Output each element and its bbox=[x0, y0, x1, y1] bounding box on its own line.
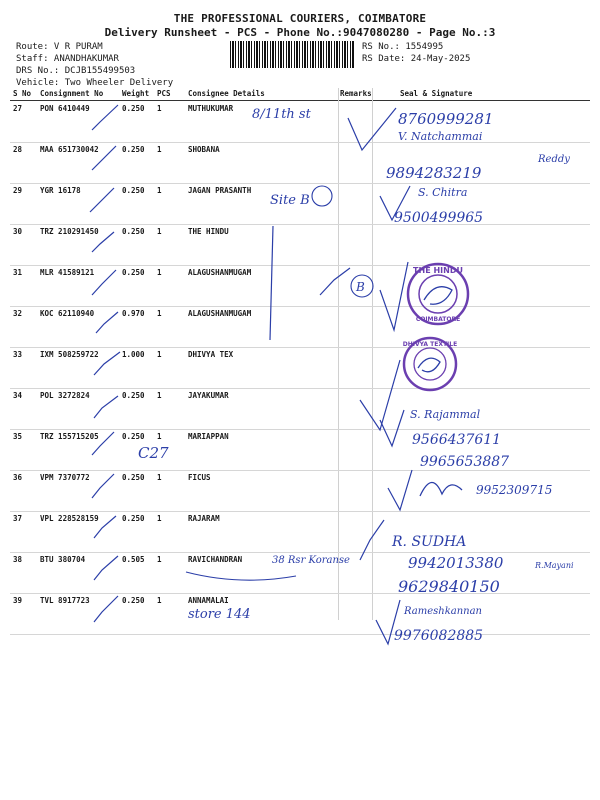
table-row bbox=[10, 142, 590, 184]
hw-row39-note: store 144 bbox=[188, 607, 251, 622]
col-consignment: Consignment No bbox=[40, 89, 104, 98]
cell-consignment: VPM 7370772 bbox=[40, 473, 90, 482]
cell-consignment: TRZ 155715205 bbox=[40, 432, 99, 441]
col-consignee: Consignee Details bbox=[188, 89, 265, 98]
cell-consignment: TVL 8917723 bbox=[40, 596, 90, 605]
table-row bbox=[10, 593, 590, 635]
col-pcs: PCS bbox=[157, 89, 171, 98]
cell-pcs: 1 bbox=[157, 145, 162, 154]
vehicle-label: Vehicle: Two Wheeler Delivery bbox=[16, 78, 174, 88]
cell-weight: 0.250 bbox=[122, 104, 145, 113]
cell-pcs: 1 bbox=[157, 514, 162, 523]
cell-weight: 0.970 bbox=[122, 309, 145, 318]
cell-consignee: FICUS bbox=[188, 473, 211, 482]
cell-weight: 0.250 bbox=[122, 473, 145, 482]
table-row bbox=[10, 347, 590, 389]
cell-consignment: IXM 508259722 bbox=[40, 350, 99, 359]
cell-sno: 30 bbox=[13, 227, 23, 236]
cell-weight: 0.250 bbox=[122, 227, 145, 236]
cell-pcs: 1 bbox=[157, 186, 162, 195]
hw-row35-phone2: 9965653887 bbox=[420, 454, 510, 470]
cell-sno: 39 bbox=[13, 596, 23, 605]
cell-consignee: RAVICHANDRAN bbox=[188, 555, 243, 564]
cell-consignee: RAJARAM bbox=[188, 514, 220, 523]
hw-row38-sig: R.Mayani bbox=[535, 561, 574, 570]
runsheet-meta-left bbox=[16, 41, 173, 89]
cell-sno: 27 bbox=[13, 104, 23, 113]
cell-consignment: POL 3272824 bbox=[40, 391, 90, 400]
cell-consignment: KOC 62110940 bbox=[40, 309, 95, 318]
rs-date: RS Date: 24-May-2025 bbox=[362, 54, 471, 64]
cell-consignment: BTU 380704 bbox=[40, 555, 86, 564]
table-row bbox=[10, 511, 590, 553]
cell-pcs: 1 bbox=[157, 309, 162, 318]
stamp-hindu-top: THE HINDU bbox=[413, 266, 463, 275]
hw-row29-phone: 9500499965 bbox=[394, 210, 484, 226]
cell-consignee: DHIVYA TEX bbox=[188, 350, 234, 359]
cell-consignee: JAYAKUMAR bbox=[188, 391, 229, 400]
stamp-hindu-bottom: COIMBATORE bbox=[415, 316, 461, 323]
hw-row28-phone: 9894283219 bbox=[386, 164, 482, 182]
cell-consignee: MARIAPPAN bbox=[188, 432, 229, 441]
cell-weight: 0.250 bbox=[122, 186, 145, 195]
table-row bbox=[10, 101, 590, 143]
hw-row38-name: R. SUDHA bbox=[392, 534, 467, 550]
staff-label: Staff: ANANDHAKUMAR bbox=[16, 54, 119, 64]
hw-row29-note: Site B bbox=[270, 193, 310, 208]
cell-sno: 32 bbox=[13, 309, 23, 318]
hw-row39-phone: 9976082885 bbox=[394, 628, 484, 644]
cell-weight: 0.250 bbox=[122, 432, 145, 441]
cell-pcs: 1 bbox=[157, 227, 162, 236]
table-row bbox=[10, 183, 590, 225]
rs-number: RS No.: 1554995 bbox=[362, 42, 444, 52]
cell-pcs: 1 bbox=[157, 596, 162, 605]
cell-consignee: THE HINDU bbox=[188, 227, 229, 236]
hw-row27-name: V. Natchammai bbox=[398, 130, 483, 143]
cell-weight: 0.250 bbox=[122, 514, 145, 523]
hw-row39-name: Rameshkannan bbox=[404, 606, 482, 617]
cell-consignee: JAGAN PRASANTH bbox=[188, 186, 252, 195]
cell-sno: 36 bbox=[13, 473, 23, 482]
col-seal: Seal & Signature bbox=[400, 89, 473, 98]
table-row bbox=[10, 470, 590, 512]
col-remarks: Remarks bbox=[340, 89, 372, 98]
table-row bbox=[10, 265, 590, 307]
hw-row34-name: S. Rajammal bbox=[410, 408, 481, 421]
hw-row36-phone: 9952309715 bbox=[476, 483, 553, 497]
table-row bbox=[10, 306, 590, 348]
cell-weight: 0.250 bbox=[122, 391, 145, 400]
cell-consignee: ALAGUSHANMUGAM bbox=[188, 309, 252, 318]
table-row bbox=[10, 388, 590, 430]
cell-sno: 35 bbox=[13, 432, 23, 441]
drs-label: DRS No.: DCJB155499503 bbox=[16, 66, 136, 76]
table-header bbox=[10, 88, 590, 101]
cell-sno: 31 bbox=[13, 268, 23, 277]
cell-consignment: VPL 228528159 bbox=[40, 514, 99, 523]
stamp-dhivya-text: DHIVYA TEXTILE bbox=[402, 341, 458, 348]
barcode bbox=[230, 41, 355, 68]
runsheet-subtitle: Delivery Runsheet - PCS - Phone No.:9047080280 - Page No.:3 bbox=[104, 26, 496, 39]
cell-weight: 0.505 bbox=[122, 555, 145, 564]
cell-consignment: MAA 651730042 bbox=[40, 145, 99, 154]
cell-pcs: 1 bbox=[157, 555, 162, 564]
cell-consignee: ALAGUSHANMUGAM bbox=[188, 268, 252, 277]
cell-weight: 1.000 bbox=[122, 350, 145, 359]
cell-sno: 33 bbox=[13, 350, 23, 359]
company-title: THE PROFESSIONAL COURIERS, COIMBATORE bbox=[173, 12, 427, 25]
hw-row27-phone: 8760999281 bbox=[398, 110, 494, 128]
cell-sno: 34 bbox=[13, 391, 23, 400]
hw-row31-mark: B bbox=[356, 280, 365, 294]
cell-consignee: SHOBANA bbox=[188, 145, 220, 154]
route-label: Route: V R PURAM bbox=[16, 42, 103, 52]
hw-row29-name: S. Chitra bbox=[418, 186, 468, 199]
hw-row35-code: C27 bbox=[138, 444, 169, 462]
cell-pcs: 1 bbox=[157, 104, 162, 113]
hw-row35-phone1: 9566437611 bbox=[412, 432, 502, 448]
hw-row28-sig: Reddy bbox=[538, 154, 570, 165]
cell-consignment: PON 6410449 bbox=[40, 104, 90, 113]
cell-consignment: TRZ 210291450 bbox=[40, 227, 99, 236]
cell-consignee: ANNAMALAI bbox=[188, 596, 229, 605]
cell-sno: 29 bbox=[13, 186, 23, 195]
table-row bbox=[10, 429, 590, 471]
cell-weight: 0.250 bbox=[122, 145, 145, 154]
cell-weight: 0.250 bbox=[122, 596, 145, 605]
cell-pcs: 1 bbox=[157, 432, 162, 441]
hw-row27-note: 8/11th st bbox=[252, 107, 311, 122]
cell-consignee: MUTHUKUMAR bbox=[188, 104, 234, 113]
cell-consignment: YGR 16178 bbox=[40, 186, 81, 195]
cell-sno: 37 bbox=[13, 514, 23, 523]
cell-consignment: MLR 41589121 bbox=[40, 268, 95, 277]
cell-pcs: 1 bbox=[157, 350, 162, 359]
col-weight: Weight bbox=[122, 89, 150, 98]
col-sno: S No bbox=[13, 89, 32, 98]
runsheet-meta-right bbox=[362, 41, 470, 65]
hw-row38-phone1: 9942013380 bbox=[408, 554, 504, 572]
cell-pcs: 1 bbox=[157, 473, 162, 482]
cell-sno: 38 bbox=[13, 555, 23, 564]
table-row bbox=[10, 552, 590, 594]
cell-pcs: 1 bbox=[157, 391, 162, 400]
hw-row38-note: 38 Rsr Koranse bbox=[272, 555, 350, 566]
cell-weight: 0.250 bbox=[122, 268, 145, 277]
cell-sno: 28 bbox=[13, 145, 23, 154]
cell-pcs: 1 bbox=[157, 268, 162, 277]
table-row bbox=[10, 224, 590, 266]
hw-row38-phone2: 9629840150 bbox=[398, 577, 500, 596]
